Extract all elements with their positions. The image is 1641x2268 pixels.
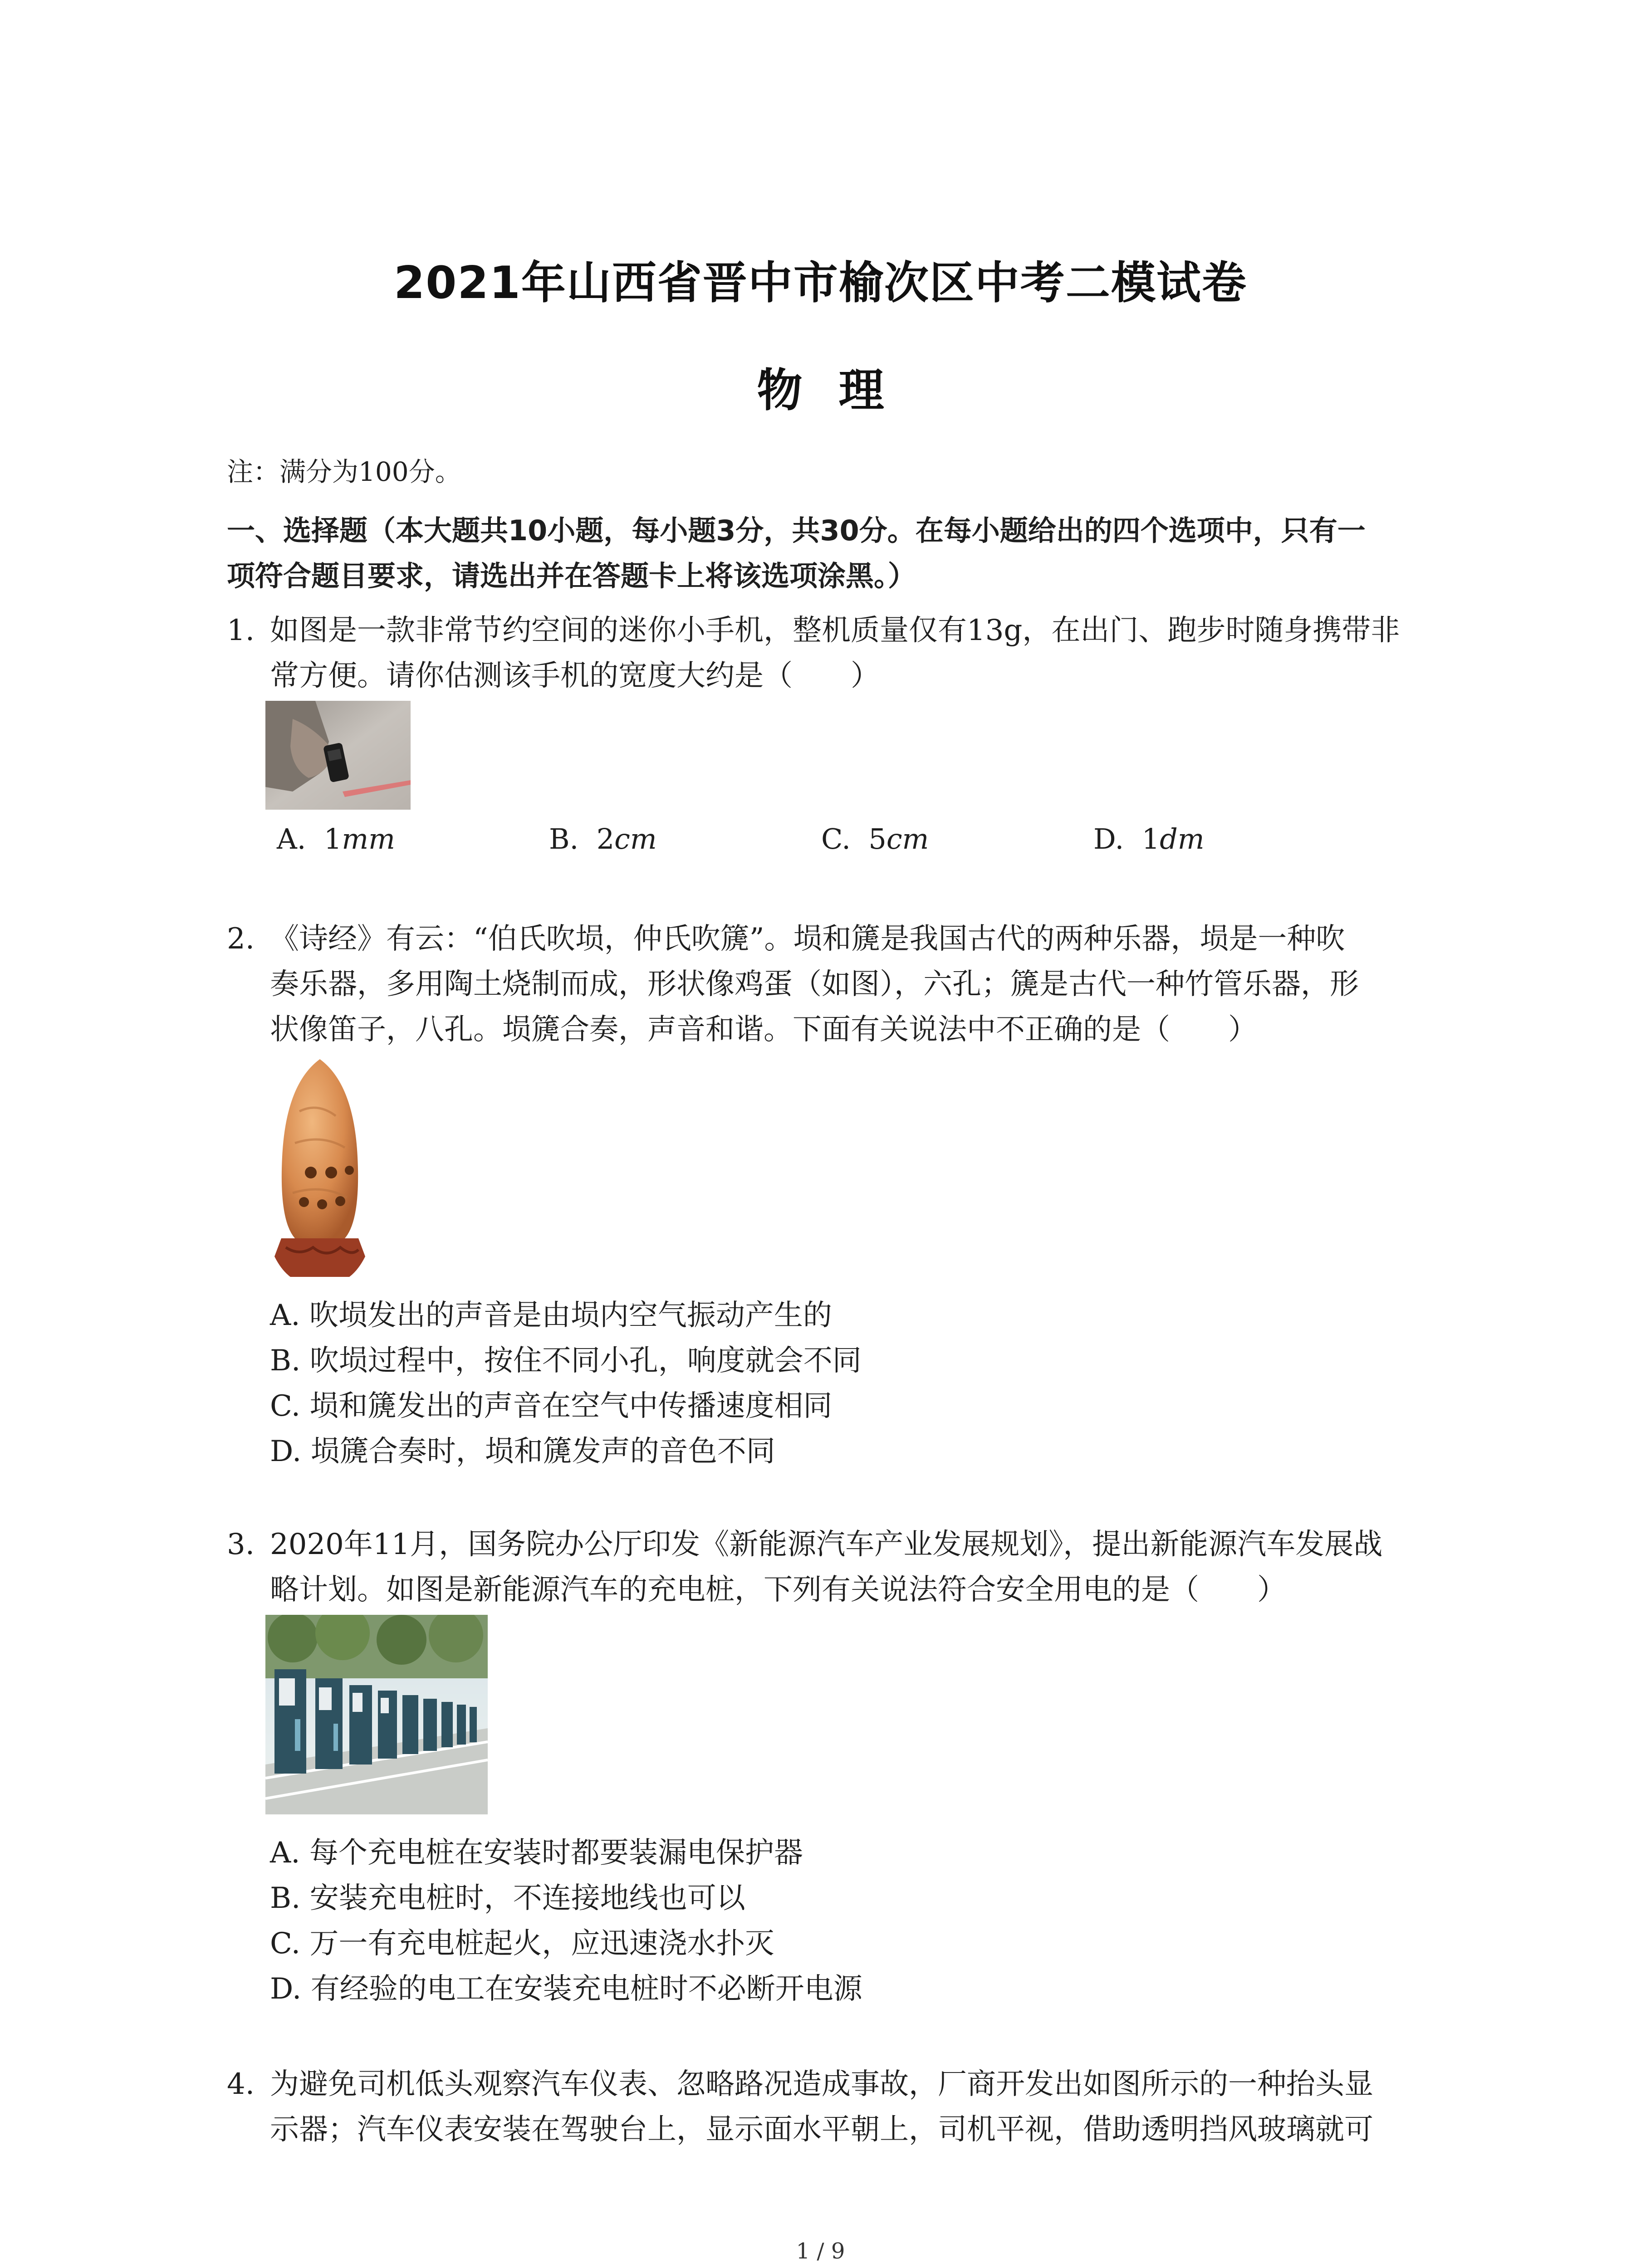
subject-title: 物理 — [757, 364, 921, 417]
option-c[interactable]: C. 5cm — [821, 822, 929, 855]
option-a[interactable]: A. 1mm — [277, 822, 395, 855]
option-c[interactable]: C. 万一有充电桩起火，应迅速浇水扑灭 — [270, 1927, 774, 1960]
question-text: 为避免司机低头观察汽车仪表、忽略路况造成事故，厂商开发出如图所示的一种抬头显 — [270, 2068, 1373, 2101]
question-text: 如图是一款非常节约空间的迷你小手机，整机质量仅有13g，在出门、跑步时随身携带非 — [270, 614, 1400, 647]
option-b[interactable]: B. 2cm — [549, 822, 657, 855]
section-heading-line2: 项符合题目要求，请选出并在答题卡上将该选项涂黑。） — [227, 559, 916, 592]
question-number: 1. — [227, 614, 255, 647]
charging-pile-photo — [265, 1615, 488, 1814]
page-title: 2021年山西省晋中市榆次区中考二模试卷 — [394, 257, 1247, 309]
question-3-line1 — [227, 1526, 1382, 1563]
mini-phone-photo — [265, 701, 411, 810]
xun-instrument-photo — [268, 1057, 372, 1279]
question-text: 2020年11月，国务院办公厅印发《新能源汽车产业发展规划》，提出新能源汽车发展战 — [270, 1528, 1383, 1561]
section-heading-line1: 一、选择题（本大题共10小题，每小题3分，共30分。在每小题给出的四个选项中，只有一 — [227, 514, 1366, 547]
question-4-line2: 示器；汽车仪表安装在驾驶台上，显示面水平朝上，司机平视，借助透明挡风玻璃就可 — [270, 2113, 1373, 2146]
question-3-line2: 略计划。如图是新能源汽车的充电桩，下列有关说法符合安全用电的是（ ） — [270, 1573, 1286, 1607]
question-number: 4. — [227, 2068, 255, 2101]
question-1-line1 — [227, 612, 1400, 649]
score-note: 注：满分为100分。 — [227, 456, 461, 487]
option-d[interactable]: D. 有经验的电工在安装充电桩时不必断开电源 — [270, 1972, 862, 2006]
option-d[interactable]: D. 埙篪合奏时，埙和篪发声的音色不同 — [270, 1435, 775, 1468]
question-number: 3. — [227, 1528, 255, 1561]
option-a[interactable]: A. 吹埙发出的声音是由埙内空气振动产生的 — [270, 1299, 832, 1332]
question-1-line2: 常方便。请你估测该手机的宽度大约是（ ） — [270, 659, 880, 693]
question-2-line2: 奏乐器，多用陶土烧制而成，形状像鸡蛋（如图），六孔；篪是古代一种竹管乐器，形 — [270, 968, 1359, 1001]
option-b[interactable]: B. 吹埙过程中，按住不同小孔，响度就会不同 — [270, 1344, 862, 1378]
question-text: 《诗经》有云：“伯氏吹埙，仲氏吹篪”。埙和篪是我国古代的两种乐器，埙是一种吹 — [270, 922, 1345, 956]
question-4-line1 — [227, 2066, 1373, 2102]
page-number: 1 / 9 — [796, 2239, 845, 2264]
question-number: 2. — [227, 922, 255, 956]
option-a[interactable]: A. 每个充电桩在安装时都要装漏电保护器 — [270, 1836, 803, 1870]
option-b[interactable]: B. 安装充电桩时，不连接地线也可以 — [270, 1882, 745, 1915]
option-c[interactable]: C. 埙和篪发出的声音在空气中传播速度相同 — [270, 1389, 833, 1423]
question-2-line1 — [227, 921, 1345, 957]
option-d[interactable]: D. 1dm — [1093, 822, 1205, 855]
question-2-line3: 状像笛子，八孔。埙篪合奏，声音和谐。下面有关说法中不正确的是（ ） — [270, 1013, 1257, 1046]
